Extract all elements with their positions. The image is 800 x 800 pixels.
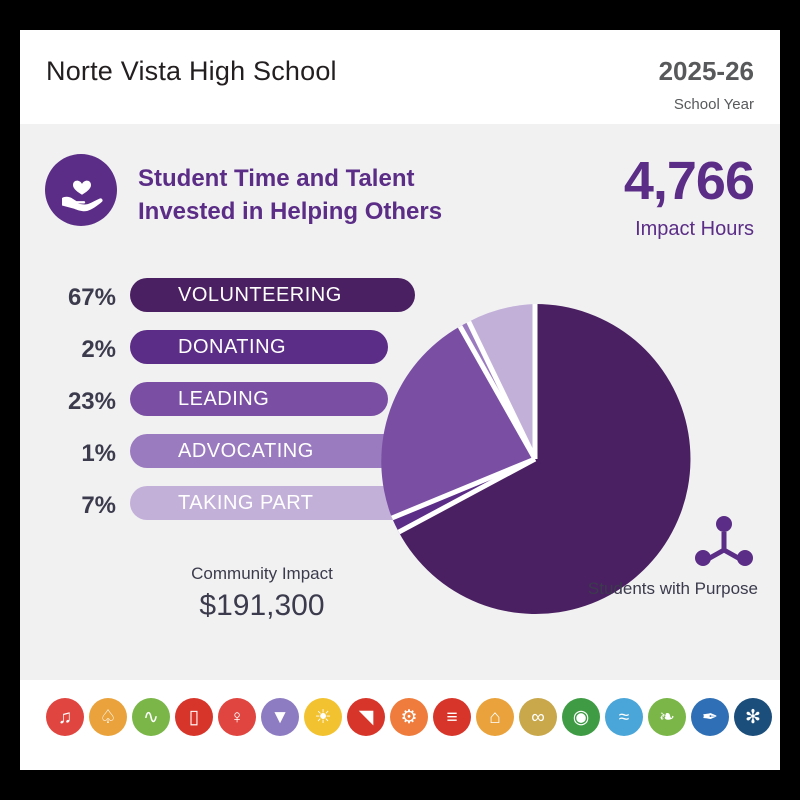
list-item (20, 482, 420, 534)
impact-hours-value: 4,766 (623, 151, 754, 211)
school-year-value: 2025-26 (658, 56, 754, 86)
partnership-icon[interactable]: ✻ (734, 698, 772, 736)
bar-percent: 1% (81, 440, 116, 467)
list-item (20, 378, 420, 430)
community-impact-label: Community Impact (191, 564, 333, 583)
hand-heart-icon (45, 154, 117, 226)
card-header (20, 30, 780, 124)
impact-pie-chart (375, 299, 695, 619)
category-bar-list (20, 274, 420, 534)
music-icon[interactable]: ♫ (46, 698, 84, 736)
bar-percent: 2% (81, 336, 116, 363)
bar-label-leading: LEADING (130, 382, 388, 416)
dove-icon[interactable]: ✒ (691, 698, 729, 736)
gender-equality-icon[interactable]: ♀ (218, 698, 256, 736)
growth-chart-icon[interactable]: ◥ (347, 698, 385, 736)
list-item (20, 326, 420, 378)
hero-title: Student Time and Talent Invested in Helping Others (138, 165, 443, 226)
bar-label-donating: DONATING (130, 330, 388, 364)
community-impact-value: $191,300 (199, 589, 325, 622)
water-drop-icon[interactable]: ▼ (261, 698, 299, 736)
bar-label-advocating: ADVOCATING (130, 434, 412, 468)
infinity-icon[interactable]: ∞ (519, 698, 557, 736)
bar-percent: 7% (81, 492, 116, 519)
city-icon[interactable]: ⌂ (476, 698, 514, 736)
list-item (20, 274, 420, 326)
students-with-purpose-logo (694, 514, 754, 570)
bar-label-taking-part: TAKING PART (130, 486, 412, 520)
leaf-icon[interactable]: ❧ (648, 698, 686, 736)
list-item (20, 430, 420, 482)
brand-name: Students with Purpose (587, 579, 758, 598)
heartbeat-icon[interactable]: ∿ (132, 698, 170, 736)
bowl-icon[interactable]: ♤ (89, 698, 127, 736)
industry-icon[interactable]: ⚙ (390, 698, 428, 736)
page-title: Norte Vista High School (46, 56, 337, 86)
sun-icon[interactable]: ☀ (304, 698, 342, 736)
school-year-label: School Year (673, 96, 754, 113)
impact-hours-label: Impact Hours (635, 218, 754, 240)
impact-panel (20, 124, 780, 680)
bar-label-volunteering: VOLUNTEERING (130, 278, 415, 312)
equality-icon[interactable]: ≡ (433, 698, 471, 736)
eye-icon[interactable]: ◉ (562, 698, 600, 736)
report-card (20, 30, 780, 770)
bar-percent: 67% (67, 284, 116, 311)
book-icon[interactable]: ▯ (175, 698, 213, 736)
sdg-icon-strip (20, 680, 780, 770)
bar-percent: 23% (67, 388, 116, 415)
fish-icon[interactable]: ≈ (605, 698, 643, 736)
